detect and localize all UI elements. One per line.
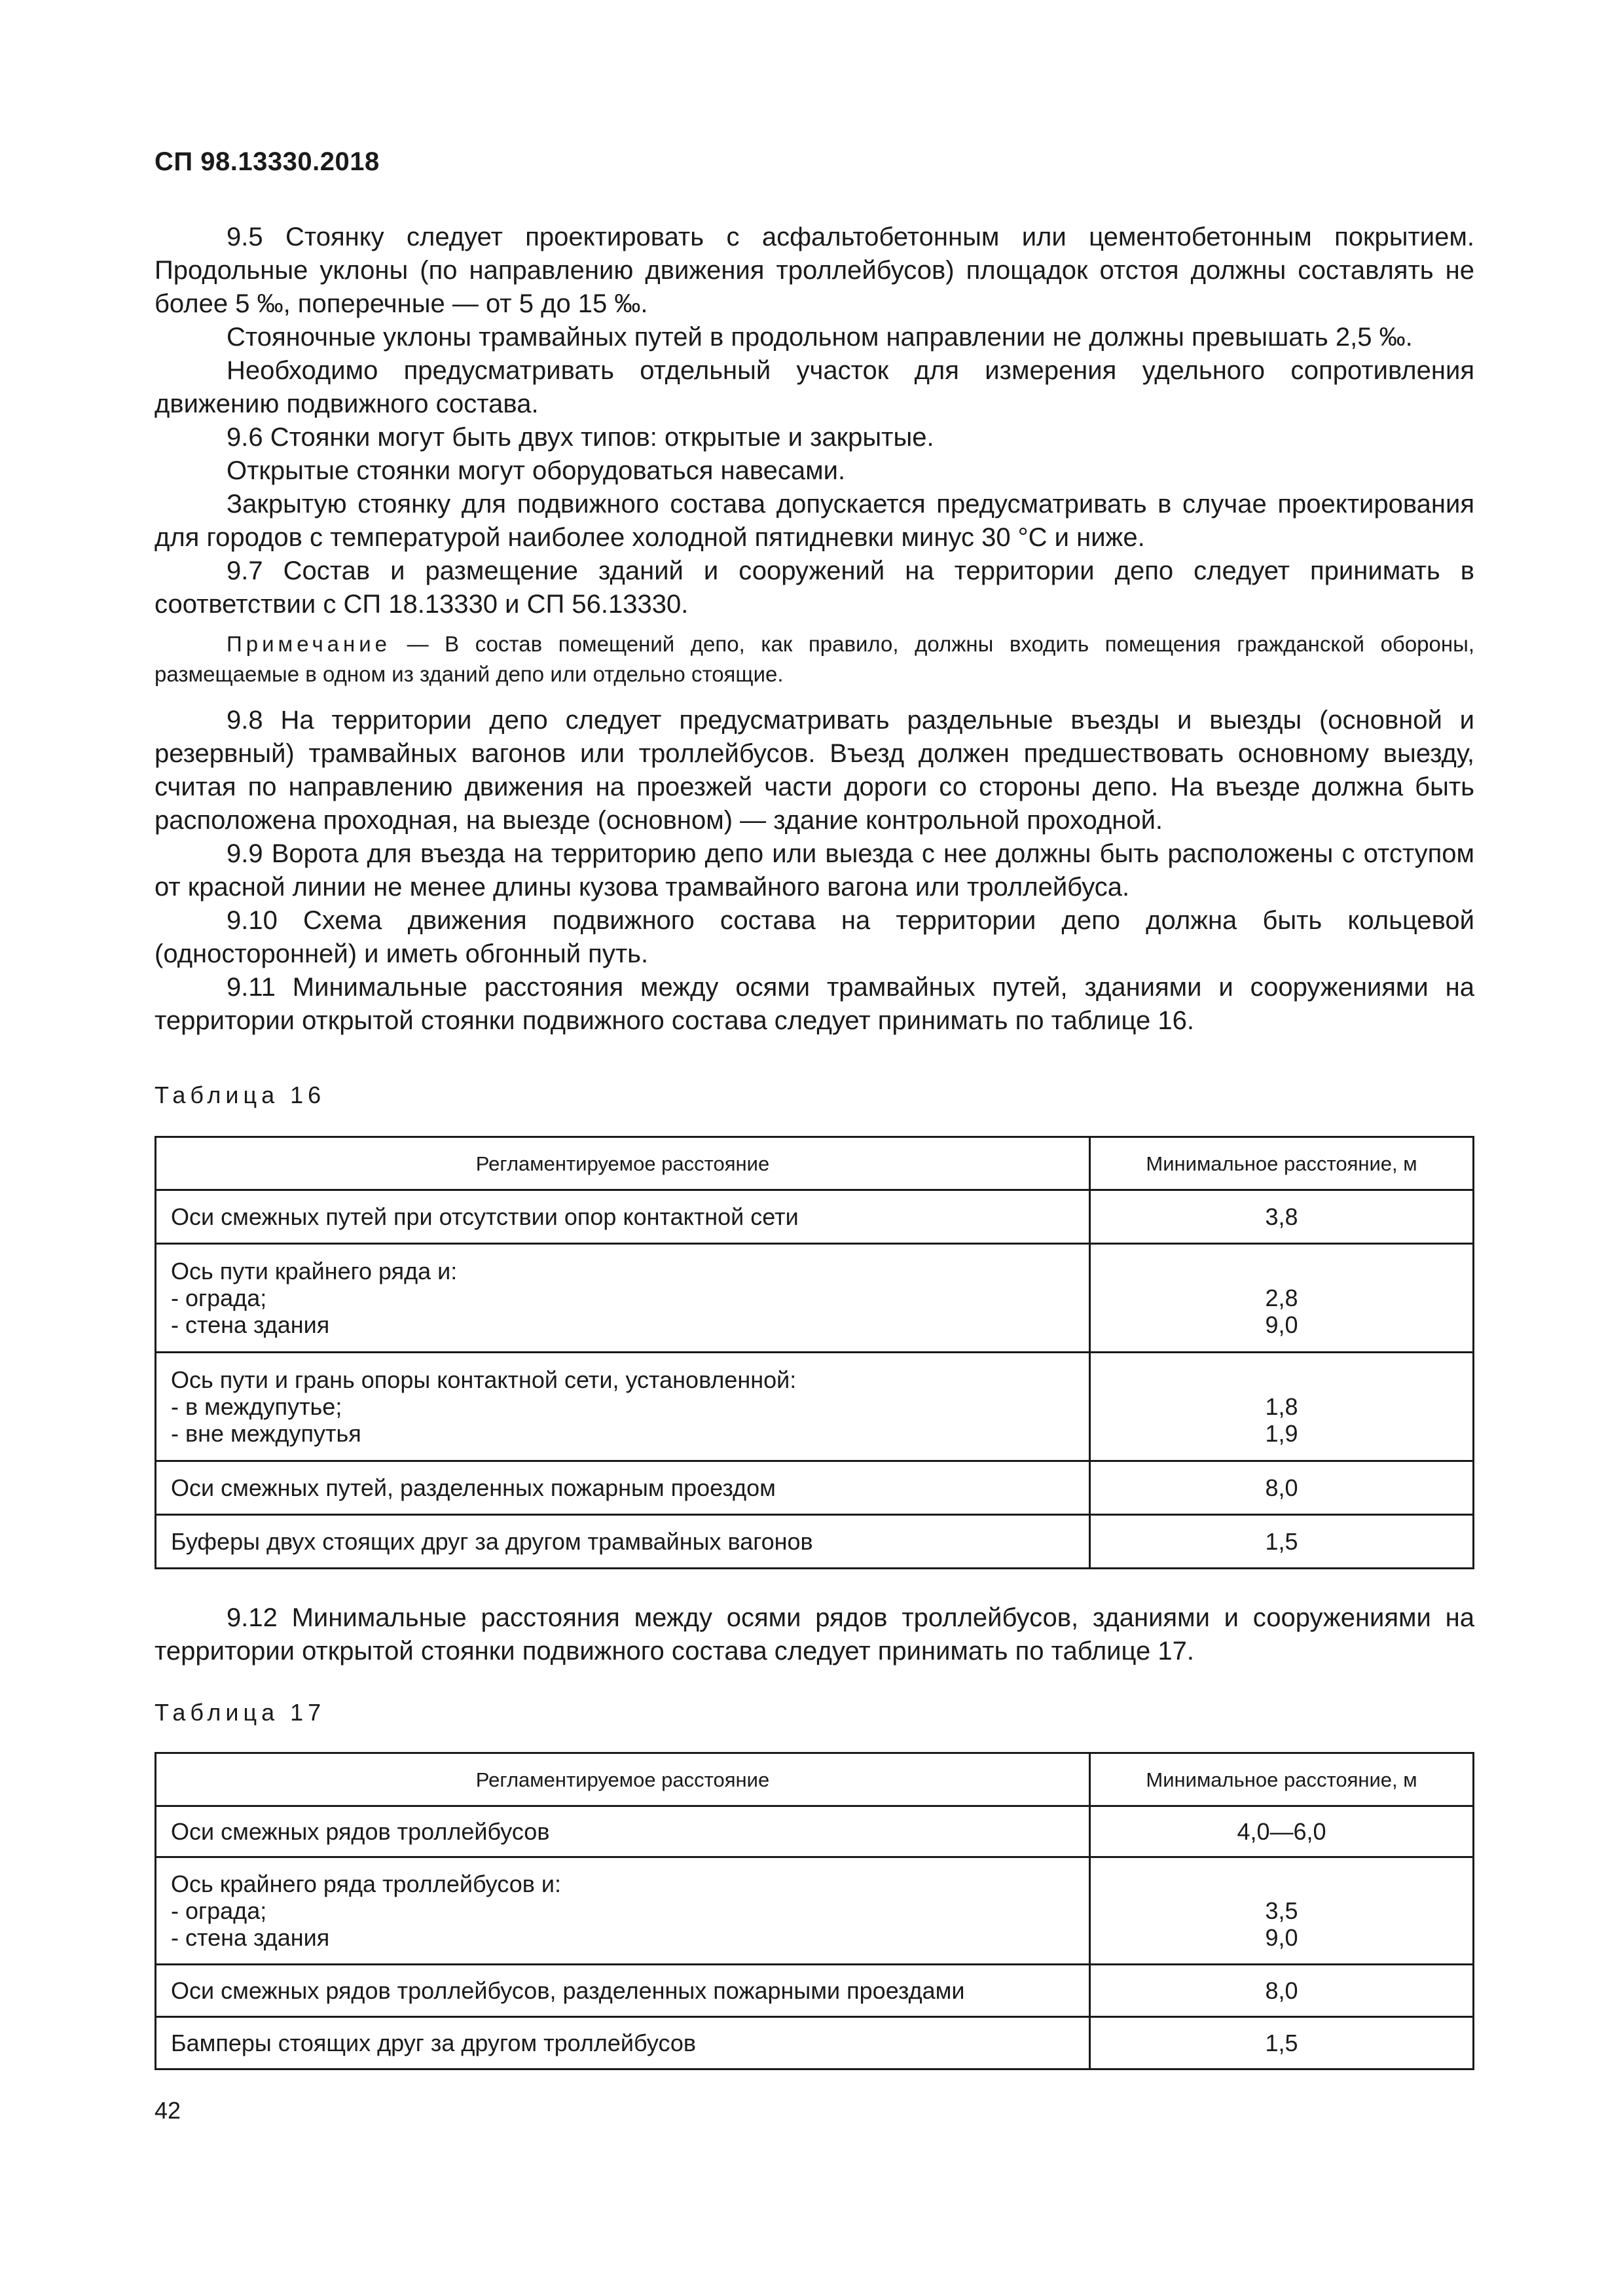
paragraph-9-12-block — [155, 1601, 1474, 1668]
table-row — [156, 2017, 1474, 2069]
paragraph-9-7: 9.7 Состав и размещение зданий и сооружений на территории депо следует принимать в соответствии с СП 18.13330 и СП 56.13330. — [155, 556, 1474, 619]
paragraph-9-6-open: Открытые стоянки могут оборудоваться навесами. — [227, 456, 846, 485]
row-heading: Ось пути крайнего ряда и: — [171, 1258, 458, 1285]
paragraph-9-5-section: Необходимо предусматривать отдельный участок для измерения удельного сопротивления движению подвижного состава. — [155, 356, 1474, 418]
table-row — [156, 1461, 1474, 1515]
table-cell: 1,5 — [1090, 2017, 1474, 2069]
table-cell — [1090, 1857, 1474, 1965]
row-item: - стена здания — [171, 1311, 330, 1338]
table-cell: Оси смежных рядов троллейбусов — [156, 1806, 1090, 1857]
paragraph-9-12: 9.12 Минимальные расстояния между осями рядов троллейбусов, зданиями и сооружениями на территории открытой стоянки подвижного состава следует принимать по таблице 17. — [155, 1603, 1474, 1666]
column-header: Регламентируемое расстояние — [156, 1753, 1090, 1806]
row-heading: Ось пути и грань опоры контактной сети, установленной: — [171, 1366, 797, 1393]
paragraph-9-6-closed: Закрытую стоянку для подвижного состава допускается предусматривать в случае проектирования для городов с температурой наиболее холодной пятидневки минус 30 °С и ниже. — [155, 490, 1474, 552]
table-row — [156, 1515, 1474, 1569]
column-header: Минимальное расстояние, м — [1090, 1137, 1474, 1190]
row-item: - стена здания — [171, 1924, 330, 1951]
table-cell — [156, 1353, 1090, 1461]
row-value: 9,0 — [1265, 1311, 1298, 1338]
paragraph-9-6: 9.6 Стоянки могут быть двух типов: открытые и закрытые. — [227, 423, 934, 452]
table-cell: Оси смежных путей при отсутствии опор контактной сети — [156, 1190, 1090, 1244]
table-cell: 4,0—6,0 — [1090, 1806, 1474, 1857]
table-cell: 1,5 — [1090, 1515, 1474, 1569]
table-row — [156, 1190, 1474, 1244]
row-value: 3,5 — [1265, 1897, 1298, 1924]
note — [155, 629, 1474, 689]
row-value: 9,0 — [1265, 1924, 1298, 1951]
table-cell — [1090, 1244, 1474, 1353]
table-cell: 3,8 — [1090, 1190, 1474, 1244]
paragraph-9-10: 9.10 Схема движения подвижного состава на территории депо должна быть кольцевой (односторонней) и иметь обгонный путь. — [155, 906, 1474, 968]
table-16-caption: Таблица 16 — [155, 1082, 326, 1108]
note-text: — В состав помещений депо, как правило, должны входить помещения гражданской обороны, размещаемые в одном из зданий депо или отдельно стоящие. — [155, 632, 1474, 686]
row-value: 2,8 — [1265, 1285, 1298, 1311]
table-cell: Оси смежных путей, разделенных пожарным проездом — [156, 1461, 1090, 1515]
row-value: 1,9 — [1265, 1420, 1298, 1447]
table-cell — [156, 1857, 1090, 1965]
table-16 — [155, 1136, 1474, 1569]
table-17 — [155, 1752, 1474, 2070]
row-item: - ограда; — [171, 1285, 267, 1311]
table-header-row — [156, 1753, 1474, 1806]
table-row — [156, 1857, 1474, 1965]
table-row — [156, 1244, 1474, 1353]
table-17-caption: Таблица 17 — [155, 1699, 326, 1726]
paragraph-9-8: 9.8 На территории депо следует предусматривать раздельные въезды и выезды (основной и резервный) трамвайных вагонов или троллейбусов. Въезд должен предшествовать основному выезду, считая по направлению движения на проезжей части дороги со стороны депо. На въезде должна быть расположена проходная, на выезде (основном) — здание контрольной проходной. — [155, 706, 1474, 835]
row-item: - вне междупутья — [171, 1420, 361, 1447]
page-number: 42 — [155, 2097, 181, 2124]
paragraph-9-11: 9.11 Минимальные расстояния между осями трамвайных путей, зданиями и сооружениями на территории открытой стоянки подвижного состава следует принимать по таблице 16. — [155, 973, 1474, 1035]
table-cell: Бамперы стоящих друг за другом троллейбусов — [156, 2017, 1090, 2069]
row-value: 1,8 — [1265, 1393, 1298, 1420]
body-text — [155, 221, 1474, 1038]
paragraph-9-5: 9.5 Стоянку следует проектировать с асфальтобетонным или цементобетонным покрытием. Продольные уклоны (по направлению движения троллейбусов) площадок отстоя должны составлять не более 5 ‰, поперечные — от 5 до 15 ‰. — [155, 223, 1474, 318]
table-cell: Буферы двух стоящих друг за другом трамвайных вагонов — [156, 1515, 1090, 1569]
row-item: - ограда; — [171, 1897, 267, 1924]
table-cell — [1090, 1353, 1474, 1461]
document-code: СП 98.13330.2018 — [155, 147, 380, 176]
table-cell: 8,0 — [1090, 1965, 1474, 2017]
paragraph-9-5-slopes: Стояночные уклоны трамвайных путей в продольном направлении не должны превышать 2,5 ‰. — [227, 323, 1413, 352]
table-row — [156, 1353, 1474, 1461]
row-heading: Ось крайнего ряда троллейбусов и: — [171, 1870, 562, 1897]
row-item: - в междупутье; — [171, 1393, 342, 1420]
table-cell: Оси смежных рядов троллейбусов, разделенных пожарными проездами — [156, 1965, 1090, 2017]
note-label: Примечание — [227, 632, 392, 656]
paragraph-9-9: 9.9 Ворота для въезда на территорию депо или выезда с нее должны быть расположены с отступом от красной линии не менее длины кузова трамвайного вагона или троллейбуса. — [155, 839, 1474, 902]
table-row — [156, 1965, 1474, 2017]
column-header: Минимальное расстояние, м — [1090, 1753, 1474, 1806]
column-header: Регламентируемое расстояние — [156, 1137, 1090, 1190]
table-cell: 8,0 — [1090, 1461, 1474, 1515]
table-row — [156, 1806, 1474, 1857]
table-header-row — [156, 1137, 1474, 1190]
table-cell — [156, 1244, 1090, 1353]
